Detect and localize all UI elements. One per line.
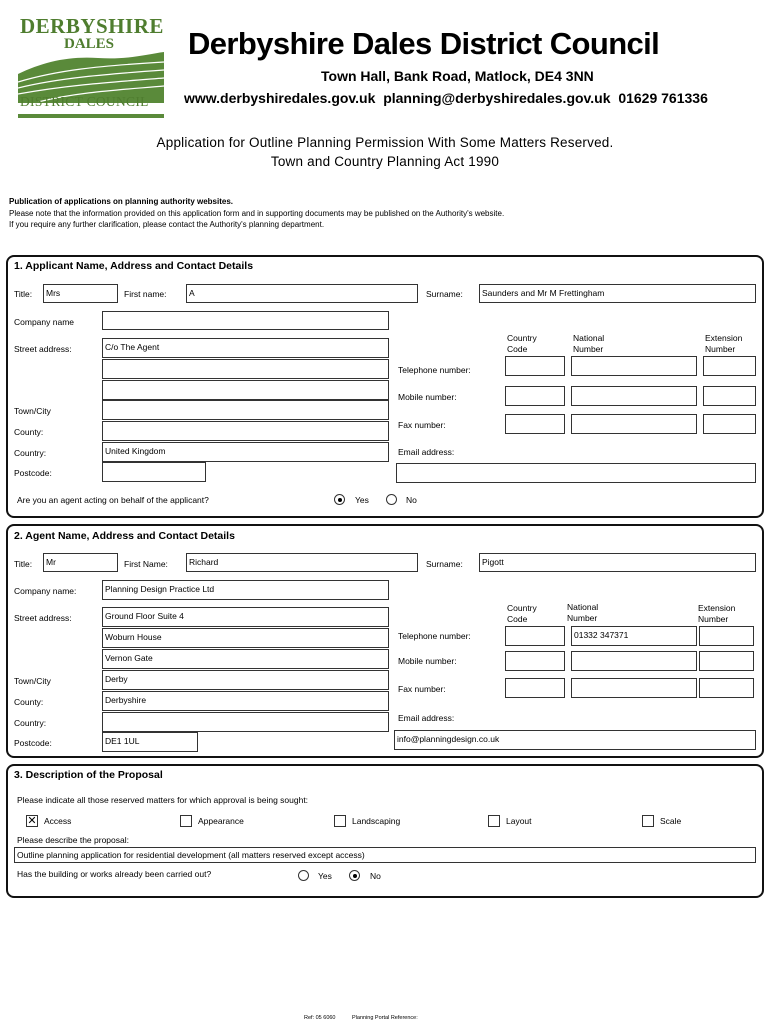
logo-text-district-council: DISTRICT COUNCIL <box>20 94 149 109</box>
agent-section-title: 2. Agent Name, Address and Contact Details <box>14 530 235 542</box>
applicant-fax-country-code[interactable] <box>505 414 565 434</box>
applicant-county-field[interactable] <box>102 421 389 441</box>
applicant-fax-label: Fax number: <box>398 420 446 430</box>
appearance-label: Appearance <box>198 816 244 826</box>
applicant-postcode-field[interactable] <box>102 462 206 482</box>
applicant-postcode-label: Postcode: <box>14 468 52 478</box>
agent-country-label: Country: <box>14 718 47 728</box>
access-checkbox[interactable]: ✕ <box>27 815 37 827</box>
agent-county-label: County: <box>14 697 44 707</box>
agent-mobile-label: Mobile number: <box>398 656 457 666</box>
agent-question: Are you an agent acting on behalf of the applicant? <box>17 495 209 505</box>
agent-surname-field[interactable]: Pigott <box>479 553 756 572</box>
applicant-mobile-extension[interactable] <box>703 386 756 406</box>
publication-heading: Publication of applications on planning authority websites. <box>9 197 234 206</box>
agent-town-field[interactable]: Derby <box>102 670 389 690</box>
agent-fax-country-code[interactable] <box>505 678 565 698</box>
agent-company-label: Company name: <box>14 586 77 596</box>
applicant-street-line-1[interactable]: C/o The Agent <box>102 338 389 358</box>
agent-fax-label: Fax number: <box>398 684 446 694</box>
applicant-street-line-2[interactable] <box>102 359 389 379</box>
council-address: Town Hall, Bank Road, Matlock, DE4 3NN <box>321 68 594 84</box>
applicant-street-line-3[interactable] <box>102 380 389 400</box>
applicant-mobile-country-code[interactable] <box>505 386 565 406</box>
agent-country-code-header: Country Code <box>507 603 537 624</box>
agent-telephone-national[interactable]: 01332 347371 <box>571 626 697 646</box>
applicant-fax-national[interactable] <box>571 414 697 434</box>
applicant-mobile-label: Mobile number: <box>398 392 457 402</box>
logo-underline-bottom <box>18 114 164 118</box>
carried-out-question: Has the building or works already been carried out? <box>17 869 212 879</box>
applicant-county-label: County: <box>14 427 44 437</box>
agent-no-label: No <box>406 495 417 505</box>
applicant-firstname-field[interactable]: A <box>186 284 418 303</box>
agent-company-field[interactable]: Planning Design Practice Ltd <box>102 580 389 600</box>
reserved-matters-question: Please indicate all those reserved matters for which approval is being sought: <box>17 795 309 805</box>
applicant-street-label: Street address: <box>14 344 72 354</box>
footer-ref: Ref: 05 6060 <box>304 1015 336 1021</box>
applicant-fax-extension[interactable] <box>703 414 756 434</box>
agent-extension-number-header: Extension Number <box>698 603 736 624</box>
applicant-email-label: Email address: <box>398 447 455 457</box>
publication-note-2: If you require any further clarification, please contact the Authority's planning department. <box>9 220 325 229</box>
agent-firstname-field[interactable]: Richard <box>186 553 418 572</box>
agent-firstname-label: First Name: <box>124 559 168 569</box>
agent-postcode-field[interactable]: DE1 1UL <box>102 732 198 752</box>
applicant-title-label: Title: <box>14 289 33 299</box>
applicant-title-field[interactable]: Mrs <box>43 284 118 303</box>
agent-telephone-label: Telephone number: <box>398 631 471 641</box>
council-name: Derbyshire Dales District Council <box>188 26 660 61</box>
scale-label: Scale <box>660 816 682 826</box>
agent-surname-label: Surname: <box>426 559 463 569</box>
form-title: Application for Outline Planning Permission With Some Matters Reserved. <box>156 135 614 150</box>
agent-no-radio[interactable] <box>386 494 397 505</box>
applicant-email-field[interactable] <box>396 463 756 483</box>
publication-note-1: Please note that the information provided on this application form and in supporting documents may be published on the Authority's website. <box>9 209 505 218</box>
applicant-country-label: Country: <box>14 448 47 458</box>
agent-street-label: Street address: <box>14 613 72 623</box>
applicant-mobile-national[interactable] <box>571 386 697 406</box>
describe-proposal-label: Please describe the proposal: <box>17 835 129 845</box>
carried-out-yes-label: Yes <box>318 871 332 881</box>
form-subtitle: Town and Country Planning Act 1990 <box>270 154 500 169</box>
applicant-telephone-label: Telephone number: <box>398 365 471 375</box>
carried-out-yes-radio[interactable] <box>298 870 309 881</box>
agent-telephone-country-code[interactable] <box>505 626 565 646</box>
proposal-section-title: 3. Description of the Proposal <box>14 769 163 781</box>
landscaping-label: Landscaping <box>352 816 401 826</box>
council-phone: 01629 761336 <box>618 90 708 106</box>
applicant-extension-number-header: Extension Number <box>705 333 743 354</box>
logo-text-derbyshire: DERBYSHIRE <box>20 14 164 38</box>
agent-title-label: Title: <box>14 559 33 569</box>
layout-checkbox[interactable] <box>488 815 500 827</box>
council-logo <box>18 14 164 118</box>
applicant-telephone-country-code[interactable] <box>505 356 565 376</box>
applicant-country-field[interactable]: United Kingdom <box>102 442 389 462</box>
agent-town-label: Town/City <box>14 676 51 686</box>
agent-telephone-extension[interactable] <box>699 626 754 646</box>
agent-email-field[interactable]: info@planningdesign.co.uk <box>394 730 756 750</box>
agent-national-number-header: National Number <box>567 602 599 623</box>
agent-yes-radio[interactable] <box>334 494 345 505</box>
applicant-country-code-header: Country Code <box>507 333 537 354</box>
agent-title-field[interactable]: Mr <box>43 553 118 572</box>
footer-portal-ref: Planning Portal Reference: <box>352 1015 418 1021</box>
agent-email-label: Email address: <box>398 713 455 723</box>
council-email-link[interactable]: planning@derbyshiredales.gov.uk <box>383 90 611 106</box>
applicant-national-number-header: National Number <box>573 333 605 354</box>
layout-label: Layout <box>506 816 532 826</box>
council-contact-line <box>184 90 708 106</box>
agent-yes-label: Yes <box>355 495 369 505</box>
agent-mobile-country-code[interactable] <box>505 651 565 671</box>
scale-checkbox[interactable] <box>642 815 654 827</box>
applicant-company-field[interactable] <box>102 311 389 330</box>
landscaping-checkbox[interactable] <box>334 815 346 827</box>
agent-country-field[interactable] <box>102 712 389 732</box>
proposal-description-field[interactable]: Outline planning application for residential development (all matters reserved except access) <box>14 847 756 863</box>
applicant-surname-field[interactable]: Saunders and Mr M Frettingham <box>479 284 756 303</box>
agent-mobile-extension[interactable] <box>699 651 754 671</box>
logo-text-dales: DALES <box>64 36 115 52</box>
access-label: Access <box>44 816 72 826</box>
agent-street-line-3[interactable]: Vernon Gate <box>102 649 389 669</box>
appearance-checkbox[interactable] <box>180 815 192 827</box>
agent-county-field[interactable]: Derbyshire <box>102 691 389 711</box>
agent-street-line-1[interactable]: Ground Floor Suite 4 <box>102 607 389 627</box>
applicant-telephone-national[interactable] <box>571 356 697 376</box>
agent-postcode-label: Postcode: <box>14 738 52 748</box>
carried-out-no-label: No <box>370 871 381 881</box>
agent-fax-national[interactable] <box>571 678 697 698</box>
applicant-firstname-label: First name: <box>124 289 167 299</box>
applicant-town-field[interactable] <box>102 400 389 420</box>
applicant-telephone-extension[interactable] <box>703 356 756 376</box>
applicant-company-label: Company name <box>14 317 75 327</box>
council-website-link[interactable]: www.derbyshiredales.gov.uk <box>184 90 376 106</box>
applicant-section-title: 1. Applicant Name, Address and Contact Details <box>14 260 254 272</box>
applicant-town-label: Town/City <box>14 406 51 416</box>
carried-out-no-radio[interactable] <box>349 870 360 881</box>
agent-fax-extension[interactable] <box>699 678 754 698</box>
agent-street-line-2[interactable]: Woburn House <box>102 628 389 648</box>
agent-mobile-national[interactable] <box>571 651 697 671</box>
applicant-surname-label: Surname: <box>426 289 463 299</box>
